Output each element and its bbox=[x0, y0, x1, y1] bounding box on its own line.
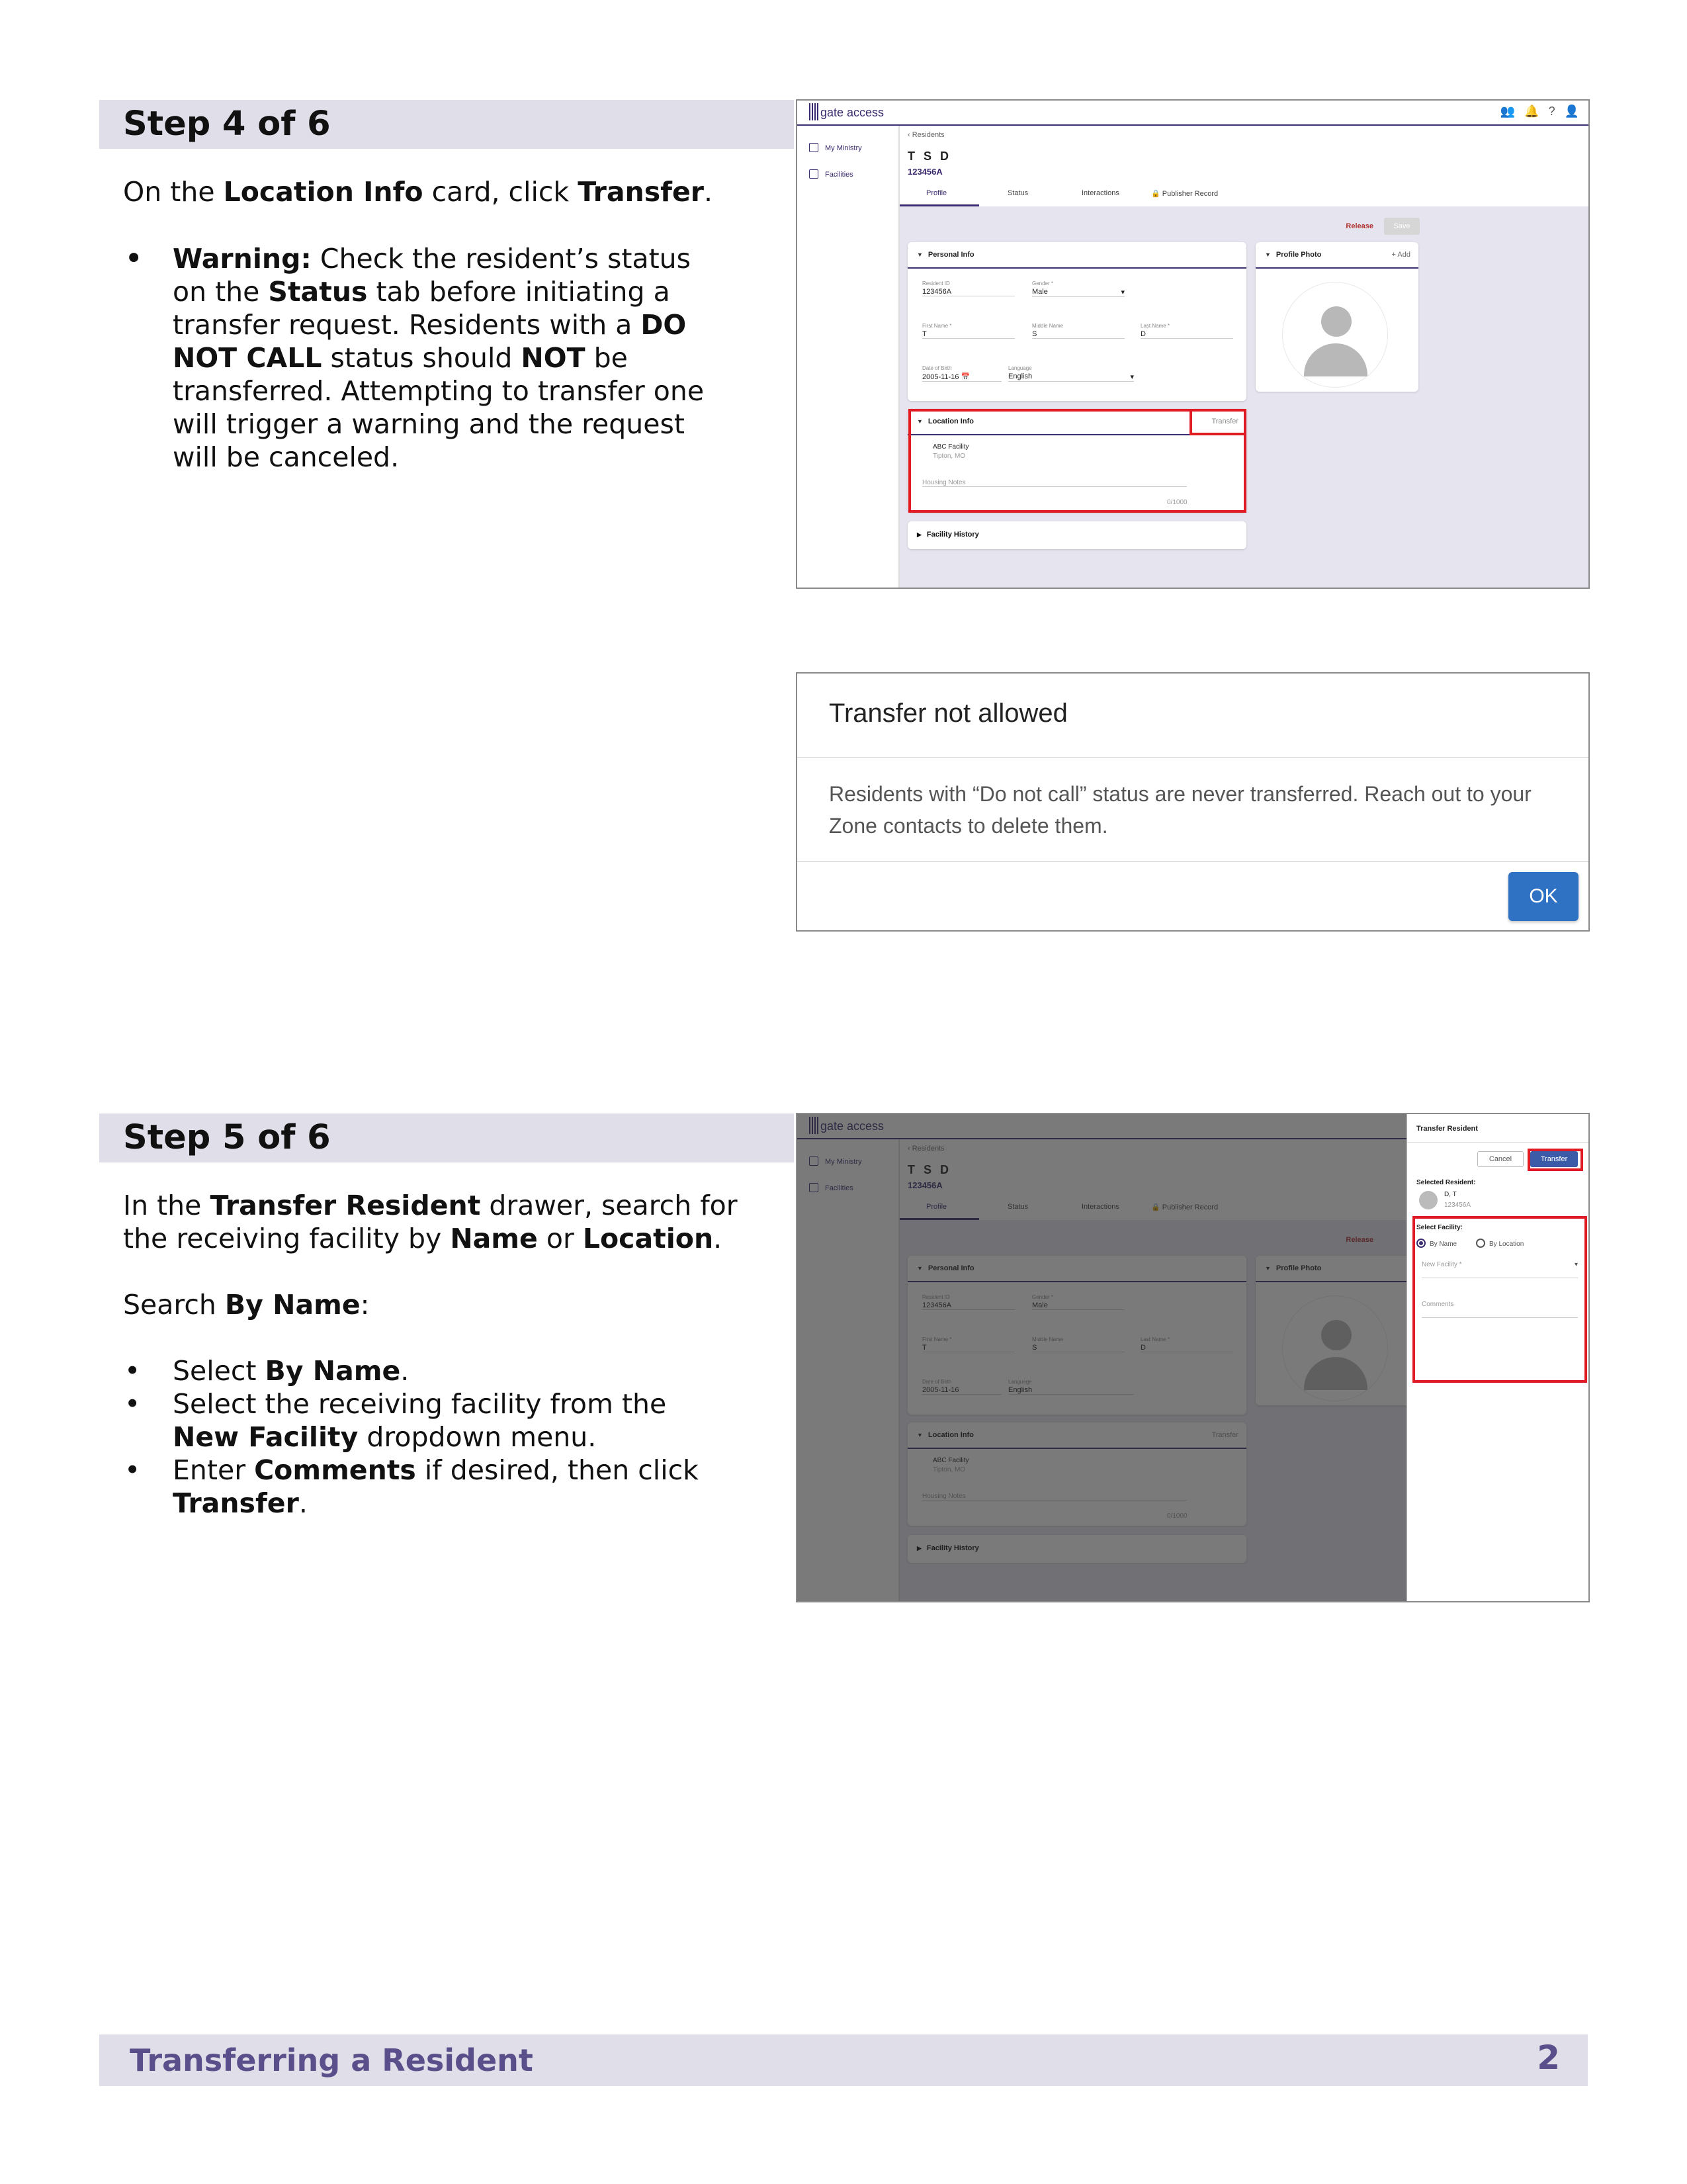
cancel-button[interactable]: Cancel bbox=[1477, 1151, 1524, 1167]
release-button[interactable]: Release bbox=[1346, 222, 1373, 230]
collapse-icon: ▼ bbox=[917, 251, 923, 258]
page-footer bbox=[99, 2034, 1588, 2086]
topbar-icons bbox=[1500, 105, 1579, 118]
save-button[interactable]: Save bbox=[1384, 218, 1420, 235]
avatar bbox=[1282, 282, 1388, 388]
bullet-dot: • bbox=[124, 1355, 141, 1387]
step5-bullet-list bbox=[123, 1354, 732, 1520]
personal-info-header[interactable]: ▼ Personal Info bbox=[908, 242, 1246, 269]
sidebar-item-facilities[interactable]: Facilities bbox=[809, 169, 853, 179]
location-info-header[interactable]: ▼ Location Info Transfer bbox=[908, 409, 1246, 435]
chevron-down-icon: ▾ bbox=[1121, 288, 1125, 296]
facility-icon bbox=[809, 169, 818, 179]
resident-tabs bbox=[900, 184, 1588, 206]
drawer-title: Transfer Resident bbox=[1416, 1125, 1478, 1133]
resident-avatar-icon bbox=[1419, 1191, 1438, 1209]
resident-id-field[interactable]: Resident ID 123456A bbox=[922, 281, 1015, 296]
chevron-down-icon: ▾ bbox=[1574, 1261, 1578, 1268]
app-logo: gate access bbox=[809, 103, 884, 120]
collapse-icon: ▼ bbox=[1265, 251, 1271, 258]
transfer-not-allowed-dialog bbox=[796, 672, 1590, 932]
step4-warning-list bbox=[123, 242, 732, 474]
sidebar-item-my-ministry[interactable]: My Ministry bbox=[809, 143, 862, 152]
selected-resident-name: D, T bbox=[1444, 1191, 1457, 1198]
middle-name-field[interactable]: Middle Name S bbox=[1032, 323, 1125, 339]
dialog-divider bbox=[797, 757, 1588, 758]
dialog-divider bbox=[797, 861, 1588, 862]
step5-title: Step 5 of 6 bbox=[123, 1118, 331, 1157]
bullet-dot: • bbox=[124, 1388, 141, 1420]
transfer-button[interactable]: Transfer bbox=[1211, 417, 1238, 425]
by-name-radio[interactable]: By Name bbox=[1416, 1239, 1457, 1248]
step5-screenshot bbox=[796, 1113, 1590, 1602]
step5-bullet: • Select the receiving facility from the New Facility dropdown menu. bbox=[124, 1388, 667, 1453]
account-icon[interactable]: 👤 bbox=[1564, 105, 1579, 118]
page-number: 2 bbox=[1537, 2038, 1560, 2077]
step4-instruction: On the Location Info card, click Transfer. bbox=[123, 176, 713, 208]
new-facility-select[interactable]: New Facility * ▾ bbox=[1422, 1261, 1578, 1278]
highlight-transfer-submit bbox=[1528, 1149, 1583, 1171]
highlight-transfer-button bbox=[1190, 409, 1246, 435]
tab-status[interactable]: Status bbox=[1008, 189, 1029, 197]
ok-button[interactable]: OK bbox=[1508, 872, 1579, 921]
breadcrumb[interactable]: ‹ Residents bbox=[908, 131, 945, 139]
calendar-icon[interactable]: 📅 bbox=[961, 373, 971, 381]
footer-title: Transferring a Resident bbox=[130, 2042, 533, 2078]
language-select[interactable]: Language English ▾ bbox=[1008, 365, 1134, 381]
profile-photo-card bbox=[1256, 242, 1418, 392]
personal-info-card bbox=[908, 242, 1246, 401]
ministry-icon bbox=[809, 143, 818, 152]
by-location-radio[interactable]: By Location bbox=[1476, 1239, 1524, 1248]
step4-title: Step 4 of 6 bbox=[123, 105, 331, 144]
step5-bullet: • Select By Name. bbox=[124, 1355, 410, 1387]
dob-field[interactable]: Date of Birth 2005-11-16 📅 bbox=[922, 365, 1002, 382]
collapse-icon: ▼ bbox=[917, 418, 923, 425]
highlight-select-facility bbox=[1412, 1216, 1587, 1383]
tab-interactions[interactable]: Interactions bbox=[1082, 189, 1119, 197]
profile-photo-header[interactable]: ▼ Profile Photo + Add bbox=[1256, 242, 1418, 269]
resident-id: 123456A bbox=[908, 167, 943, 177]
facility-history-label: Facility History bbox=[926, 531, 979, 539]
select-facility-label: Select Facility: bbox=[1416, 1224, 1463, 1231]
bullet-dot: • bbox=[124, 1454, 141, 1486]
app-sidebar bbox=[797, 126, 900, 588]
resident-header bbox=[900, 126, 1588, 206]
step4-screenshot bbox=[796, 99, 1590, 589]
add-photo-button[interactable]: + Add bbox=[1391, 251, 1410, 259]
transfer-submit-button[interactable]: Transfer bbox=[1530, 1151, 1578, 1167]
housing-notes-counter: 0/1000 bbox=[1167, 499, 1188, 506]
resident-name: T S D bbox=[908, 150, 952, 163]
step4-warning: • Warning: Check the resident’s status on the Status tab before initiating a transfer request. Residents with a DO NOT CALL status should NOT be transferred. Attempting to transfer one will trigger a warning and the request will be canceled. bbox=[124, 240, 705, 473]
housing-notes-input[interactable]: Housing Notes bbox=[922, 479, 1187, 487]
facility-history-card[interactable] bbox=[908, 521, 1246, 549]
bell-icon[interactable]: 🔔 bbox=[1524, 105, 1539, 118]
people-icon[interactable]: 👥 bbox=[1500, 105, 1516, 118]
selected-resident-label: Selected Resident: bbox=[1416, 1179, 1476, 1186]
facility-city: Tipton, MO bbox=[933, 453, 966, 460]
step5-instruction: In the Transfer Resident drawer, search for the receiving facility by Name or Location. bbox=[123, 1190, 738, 1254]
gender-select[interactable]: Gender * Male ▾ bbox=[1032, 281, 1125, 296]
chevron-down-icon: ▾ bbox=[1130, 373, 1134, 381]
modal-backdrop[interactable] bbox=[797, 1114, 1406, 1601]
last-name-field[interactable]: Last Name * D bbox=[1141, 323, 1233, 339]
dialog-title: Transfer not allowed bbox=[829, 699, 1068, 728]
selected-resident-id: 123456A bbox=[1444, 1201, 1471, 1209]
dialog-message: Residents with “Do not call” status are never transferred. Reach out to your Zone contacts to delete them. bbox=[829, 782, 1532, 838]
first-name-field[interactable]: First Name * T bbox=[922, 323, 1015, 339]
step5-search-by-name: Search By Name: bbox=[123, 1289, 370, 1321]
facility-name: ABC Facility bbox=[933, 443, 969, 451]
comments-input[interactable]: Comments bbox=[1422, 1301, 1578, 1318]
lock-icon: 🔒 bbox=[1151, 190, 1160, 198]
app-topbar bbox=[797, 101, 1588, 126]
profile-content bbox=[900, 206, 1588, 588]
step5-bullet: • Enter Comments if desired, then click Transfer. bbox=[124, 1454, 699, 1519]
help-icon[interactable]: ? bbox=[1548, 105, 1555, 118]
bullet-dot: • bbox=[124, 240, 144, 277]
tab-publisher-record[interactable]: 🔒 Publisher Record bbox=[1151, 190, 1219, 198]
tab-profile[interactable]: Profile bbox=[926, 189, 947, 197]
expand-icon: ▶ bbox=[917, 531, 922, 538]
